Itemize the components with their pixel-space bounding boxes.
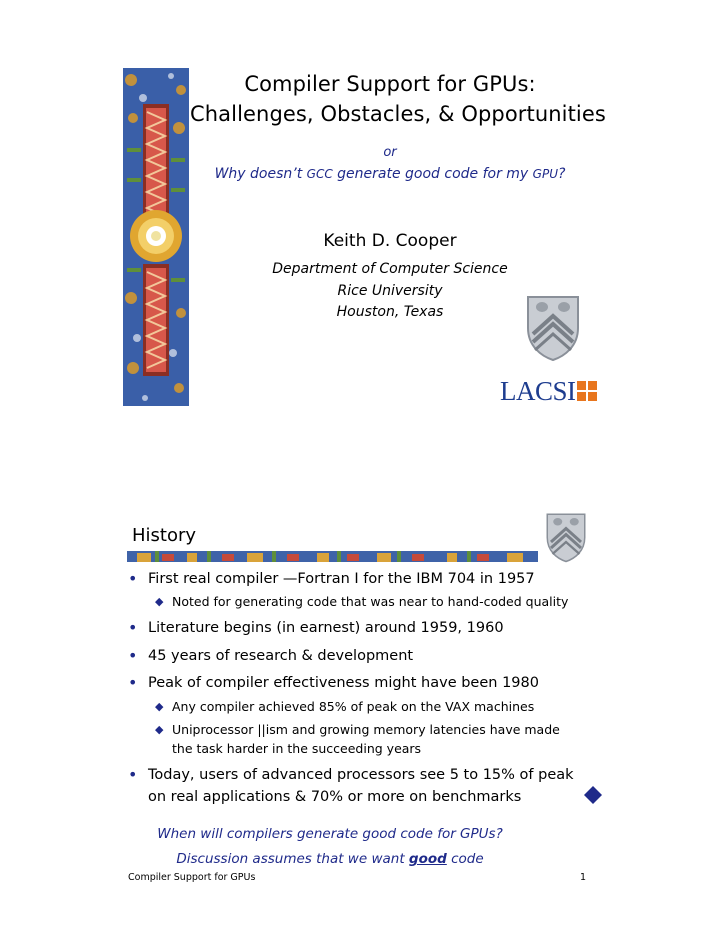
bullet-item — [128, 569, 588, 589]
author-name: Keith D. Cooper — [323, 231, 457, 251]
subtitle-end: ? — [558, 166, 566, 182]
bullet-dot-icon: • — [128, 618, 138, 637]
decorative-banner-image — [123, 68, 189, 406]
sub-bullet-item — [155, 592, 595, 611]
diamond-bullet-icon: ◆ — [155, 700, 164, 713]
discussion-good: good — [408, 851, 447, 867]
bullet-item — [128, 673, 588, 693]
subtitle-gcc: GCC — [306, 167, 333, 181]
location: Houston, Texas — [336, 304, 444, 320]
bullet-text: 45 years of research & development — [148, 648, 414, 664]
sub-bullet-text: Any compiler achieved 85% of peak on the VAX machines — [172, 699, 535, 714]
rice-shield-logo — [525, 294, 581, 366]
sub-bullet-text: Noted for generating code that was near to hand-coded quality — [172, 594, 569, 609]
bullet-item — [128, 646, 588, 666]
lacsi-logo — [500, 377, 600, 405]
sub-bullet-text: the task harder in the succeeding years — [172, 741, 422, 756]
bullet-text: Literature begins (in earnest) around 1959, 1960 — [148, 620, 504, 636]
sub-bullet-continuation — [155, 739, 595, 758]
decorative-title-strip — [127, 549, 538, 562]
slide-title-line-2: Challenges, Obstacles, & Opportunities — [190, 102, 606, 126]
bullet-dot-icon: • — [128, 569, 138, 588]
bullet-dot-icon: • — [128, 646, 138, 665]
sub-bullet-text: Uniprocessor ||ism and growing memory latencies have made — [172, 722, 560, 737]
sub-bullet-item — [155, 697, 595, 716]
bullet-text: on real applications & 70% or more on benchmarks — [148, 789, 522, 805]
bullet-continuation — [128, 787, 588, 807]
footer-title: Compiler Support for GPUs — [128, 872, 256, 883]
or-connector: or — [383, 145, 397, 160]
bullet-text: Peak of compiler effectiveness might have been 1980 — [148, 675, 539, 691]
bullet-dot-icon: • — [128, 765, 138, 784]
subtitle-part-2: generate good code for my — [332, 166, 533, 182]
bullet-text: Today, users of advanced processors see 5 to 15% of peak — [148, 767, 574, 783]
rice-shield-logo-small — [545, 512, 587, 567]
lacsi-logo-text: LACSI — [500, 375, 576, 406]
discussion-part-2: code — [446, 851, 484, 867]
discussion-note — [120, 851, 540, 867]
diamond-bullet-icon: ◆ — [155, 723, 164, 736]
subtitle-part-1: Why doesn’t — [214, 166, 307, 182]
slide-title-line-1: Compiler Support for GPUs: — [244, 72, 536, 96]
bullet-dot-icon: • — [128, 673, 138, 692]
bullet-item — [128, 765, 588, 785]
subtitle-gpu: GPU — [532, 167, 558, 181]
page-number: 1 — [580, 872, 587, 883]
sub-bullet-item — [155, 720, 595, 739]
diamond-bullet-icon: ◆ — [155, 595, 164, 608]
department: Department of Computer Science — [272, 261, 508, 277]
university: Rice University — [337, 283, 443, 299]
discussion-part-1: Discussion assumes that we want — [176, 851, 409, 867]
lacsi-plus-icon — [577, 381, 597, 401]
bullet-item — [128, 618, 588, 638]
slide-2-title: History — [132, 525, 197, 546]
closing-question: When will compilers generate good code for GPUs? — [157, 826, 503, 842]
alternate-title — [190, 166, 590, 182]
bullet-text: First real compiler —Fortran I for the IBM 704 in 1957 — [148, 571, 535, 587]
diamond-marker-icon — [584, 786, 602, 808]
